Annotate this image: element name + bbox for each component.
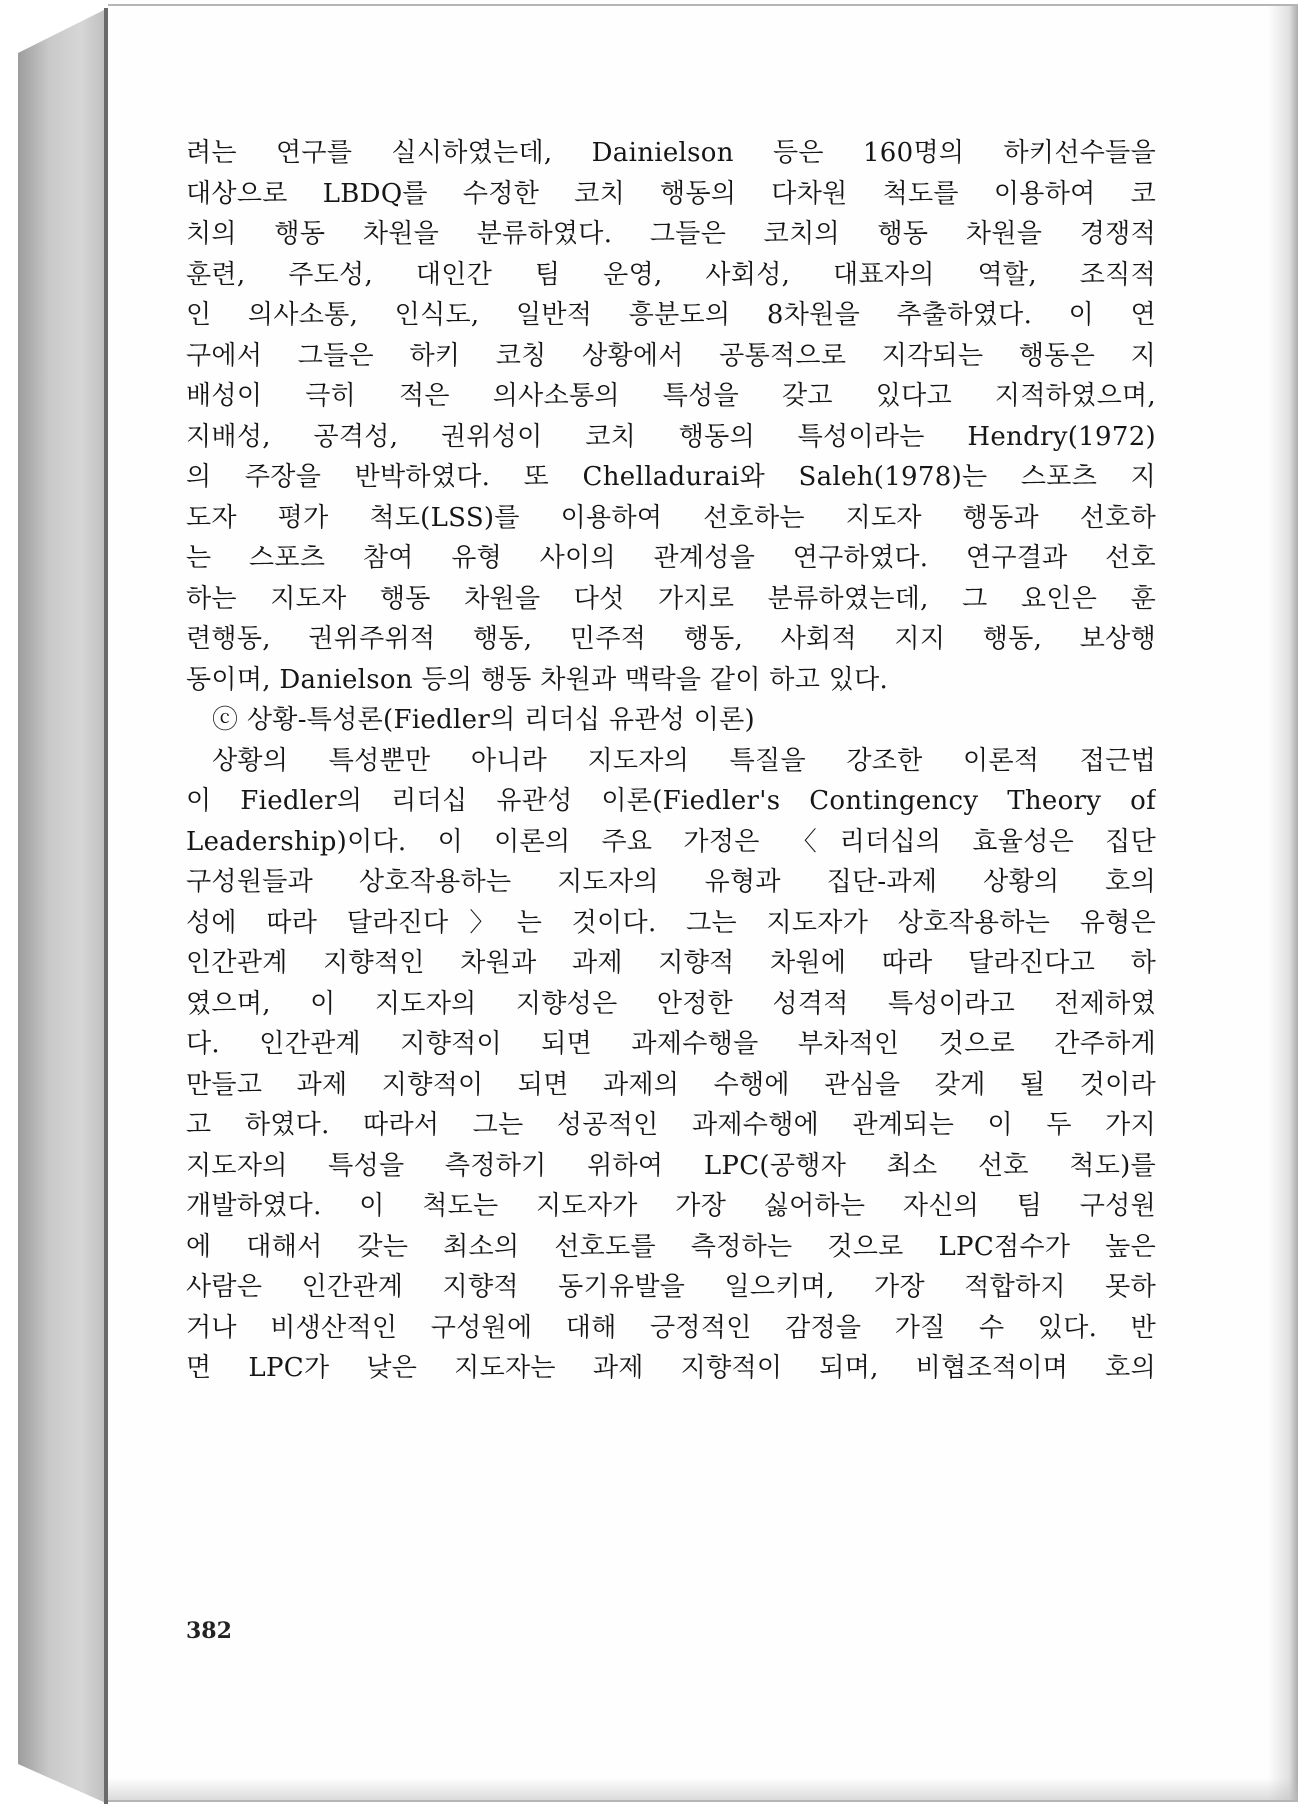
text-line: 인 의사소통, 인식도, 일반적 흥분도의 8차원을 추출하였다. 이 연 [186, 300, 1156, 330]
text-line: 련행동, 권위주위적 행동, 민주적 행동, 사회적 지지 행동, 보상행 [186, 624, 1156, 654]
page-number: 382 [186, 1618, 232, 1644]
text-line: 였으며, 이 지도자의 지향성은 안정한 성격적 특성이라고 전제하였 [186, 988, 1156, 1019]
text-line: 에 대해서 갖는 최소의 선호도를 측정하는 것으로 LPC점수가 높은 [186, 1231, 1156, 1262]
text-line: 는 스포츠 참여 유형 사이의 관계성을 연구하였다. 연구결과 선호 [186, 543, 1156, 573]
section-heading: ⓒ 상황-특성론(Fiedler의 리더십 유관성 이론) [212, 705, 755, 735]
text-line: Leadership)이다. 이 이론의 주요 가정은 〈리더십의 효율성은 집단 [186, 826, 1156, 857]
text-line: 대상으로 LBDQ를 수정한 코치 행동의 다차원 척도를 이용하여 코 [186, 178, 1156, 209]
text-line: 면 LPC가 낮은 지도자는 과제 지향적이 되며, 비협조적이며 호의 [186, 1353, 1156, 1383]
page-bottom-shadow [108, 1778, 1298, 1800]
text-line: 다. 인간관계 지향적이 되면 과제수행을 부차적인 것으로 간주하게 [186, 1029, 1156, 1059]
page-right-shadow [1268, 6, 1298, 1800]
text-line: 이 Fiedler의 리더십 유관성 이론(Fiedler's Contingency Theory of [186, 786, 1156, 816]
text-line: 인간관계 지향적인 차원과 과제 지향적 차원에 따라 달라진다고 하 [186, 948, 1156, 978]
text-line: 상황의 특성뿐만 아니라 지도자의 특질을 강조한 이론적 접근법 [212, 745, 1156, 776]
text-line: 고 하였다. 따라서 그는 성공적인 과제수행에 관계되는 이 두 가지 [186, 1110, 1156, 1140]
text-line: 하는 지도자 행동 차원을 다섯 가지로 분류하였는데, 그 요인은 훈 [186, 583, 1156, 614]
text-line: 구에서 그들은 하키 코칭 상황에서 공통적으로 지각되는 행동은 지 [186, 340, 1156, 371]
text-line: 치의 행동 차원을 분류하였다. 그들은 코치의 행동 차원을 경쟁적 [186, 219, 1156, 249]
text-line: 도자 평가 척도(LSS)를 이용하여 선호하는 지도자 행동과 선호하 [186, 502, 1156, 533]
text-line: 개발하였다. 이 척도는 지도자가 가장 싫어하는 자신의 팀 구성원 [186, 1191, 1156, 1221]
text-line: 려는 연구를 실시하였는데, Dainielson 등은 160명의 하키선수들을 [186, 138, 1156, 168]
text-line: 배성이 극히 적은 의사소통의 특성을 갖고 있다고 지적하였으며, [186, 381, 1156, 411]
body-text [186, 133, 1156, 1389]
text-line: 의 주장을 반박하였다. 또 Chelladurai와 Saleh(1978)는 스포츠 지 [186, 462, 1156, 492]
text-line: 동이며, Danielson 등의 행동 차원과 맥락을 같이 하고 있다. [186, 664, 889, 695]
text-line: 훈련, 주도성, 대인간 팀 운영, 사회성, 대표자의 역할, 조직적 [186, 259, 1156, 290]
book-spine [18, 8, 108, 1804]
text-line: 거나 비생산적인 구성원에 대해 긍정적인 감정을 가질 수 있다. 반 [186, 1312, 1156, 1343]
text-line: 구성원들과 상호작용하는 지도자의 유형과 집단-과제 상황의 호의 [186, 867, 1156, 897]
text-line: 만들고 과제 지향적이 되면 과제의 수행에 관심을 갖게 될 것이라 [186, 1069, 1156, 1100]
text-line: 지배성, 공격성, 권위성이 코치 행동의 특성이라는 Hendry(1972) [186, 421, 1156, 452]
text-line: 지도자의 특성을 측정하기 위하여 LPC(공행자 최소 선호 척도)를 [186, 1150, 1156, 1181]
text-line: 성에 따라 달라진다〉는 것이다. 그는 지도자가 상호작용하는 유형은 [186, 907, 1156, 938]
text-line: 사람은 인간관계 지향적 동기유발을 일으키며, 가장 적합하지 못하 [186, 1272, 1156, 1302]
